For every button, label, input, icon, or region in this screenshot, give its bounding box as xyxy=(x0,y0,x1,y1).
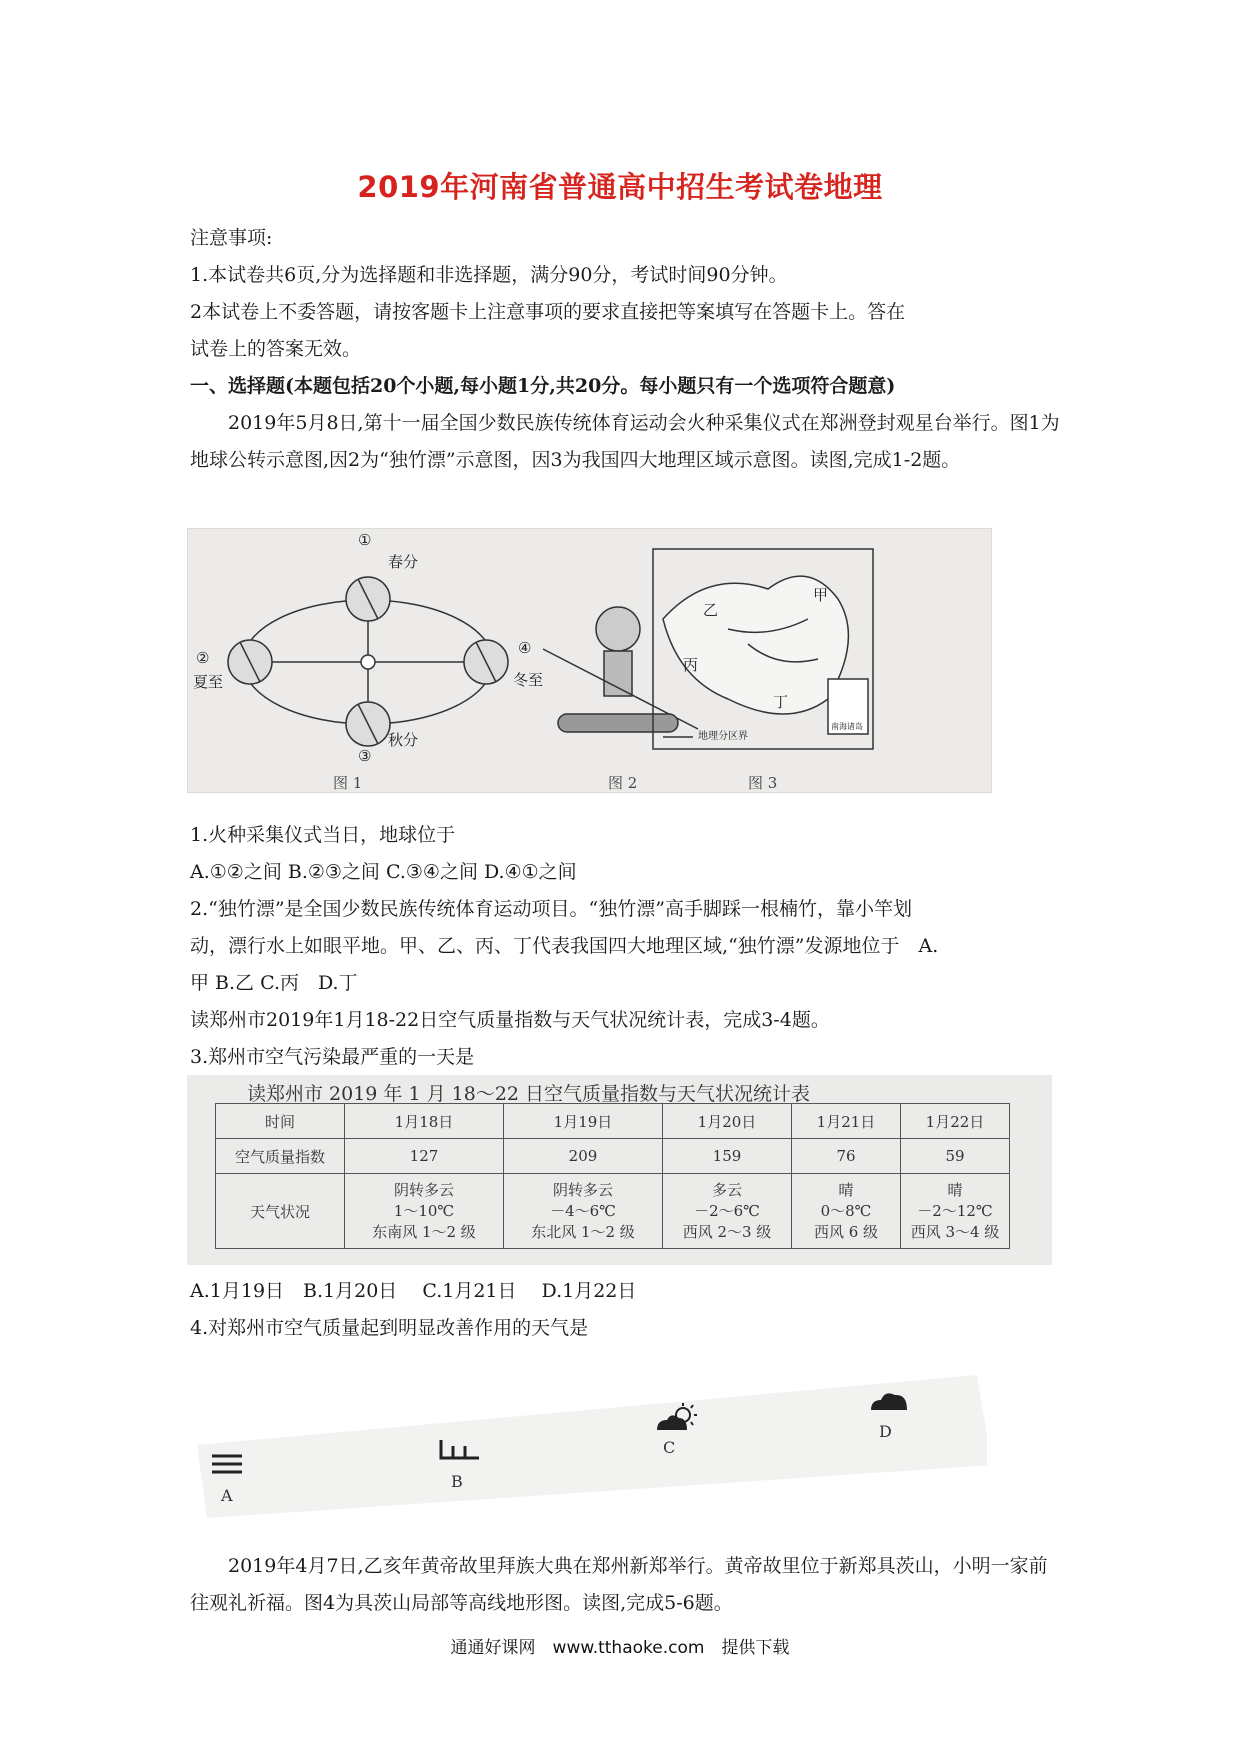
weather-options-panel xyxy=(187,1350,987,1530)
table-row-weather xyxy=(216,1174,1010,1249)
weather-wind: 西风 2～3 级 xyxy=(682,1222,772,1241)
aqi-cell: 159 xyxy=(663,1139,792,1174)
q2-line-2: 动，漂行水上如眼平地。甲、乙、丙、丁代表我国四大地理区域,“独竹漂”发源地位于 A. xyxy=(190,935,939,957)
q1-stem: 1.火种采集仪式当日，地球位于 xyxy=(190,824,456,846)
q2-line-1: 2.“独竹漂”是全国少数民族传统体育运动项目。“独竹漂”高手脚踩一根楠竹，靠小竿划 xyxy=(190,898,912,920)
date-cell: 1月21日 xyxy=(792,1104,901,1139)
sandstorm-icon xyxy=(437,1436,483,1466)
row-header: 天气状况 xyxy=(216,1174,345,1249)
option-c-label: C xyxy=(663,1438,676,1457)
passage-1: 2019年5月8日,第十一届全国少数民族传统体育运动会火种采集仪式在郑洲登封观星台举行。图1为地球公转示意图,因2为“独竹漂”示意图，因3为我国四大地理区域示意图。读图,完成1-2题。 xyxy=(190,412,1060,471)
figure-graphics xyxy=(188,529,991,792)
region-yi: 乙 xyxy=(703,601,719,619)
weather-condition: 阴转多云 xyxy=(393,1180,454,1199)
position-2-number: ② xyxy=(196,649,210,667)
aqi-cell: 59 xyxy=(901,1139,1010,1174)
weather-cell xyxy=(663,1174,792,1249)
weather-wind: 东北风 1～2 级 xyxy=(531,1222,635,1241)
table-row-dates xyxy=(216,1104,1010,1139)
passage-2: 读郑州市2019年1月18-22日空气质量指数与天气状况统计表，完成3-4题。 xyxy=(190,1009,830,1031)
figure-3-china-map xyxy=(653,549,873,749)
date-cell: 1月18日 xyxy=(345,1104,504,1139)
weather-condition: 晴 xyxy=(947,1180,963,1199)
fog-icon xyxy=(210,1450,246,1480)
section-heading: 一、选择题(本题包括20个小题,每小题1分,共20分。每小题只有一个选项符合题意) xyxy=(190,375,896,397)
weather-temp: －4～6℃ xyxy=(550,1201,616,1220)
weather-condition: 阴转多云 xyxy=(552,1180,613,1199)
date-cell: 1月22日 xyxy=(901,1104,1010,1139)
position-4-number: ④ xyxy=(518,639,532,657)
weather-temp: －2～12℃ xyxy=(917,1201,993,1220)
region-jia: 甲 xyxy=(813,586,829,604)
weather-backdrop xyxy=(187,1350,987,1530)
weather-temp: －2～6℃ xyxy=(694,1201,760,1220)
position-3-label: 秋分 xyxy=(388,731,419,749)
weather-cell xyxy=(792,1174,901,1249)
weather-wind: 东南风 1～2 级 xyxy=(372,1222,476,1241)
map-legend: 地理分区界 xyxy=(698,731,748,742)
weather-wind: 西风 3～4 级 xyxy=(910,1222,1000,1241)
map-inset-label: 南海诸岛 xyxy=(831,722,863,731)
figure-1-orbit xyxy=(228,577,508,746)
region-bing: 丙 xyxy=(683,656,699,674)
page-title: 2019年河南省普通高中招生考试卷地理 xyxy=(357,170,883,204)
weather-temp: 1～10℃ xyxy=(393,1201,455,1220)
page-footer: 通通好课网 www.tthaoke.com 提供下载 xyxy=(450,1638,790,1658)
figure-3-caption: 图 3 xyxy=(748,774,778,792)
weather-temp: 0～8℃ xyxy=(820,1201,872,1220)
passage-3: 2019年4月7日,乙亥年黄帝故里拜族大典在郑州新郑举行。黄帝故里位于新郑具茨山，小明一家前往观礼祈福。图4为具茨山局部等高线地形图。读图,完成5-6题。 xyxy=(190,1555,1048,1614)
table-caption: 读郑州市 2019 年 1 月 18～22 日空气质量指数与天气状况统计表 xyxy=(247,1083,811,1105)
weather-cell xyxy=(345,1174,504,1249)
cloudy-icon xyxy=(867,1386,913,1416)
figure-1-caption: 图 1 xyxy=(333,774,363,792)
q3-options: A.1月19日 B.1月20日 C.1月21日 D.1月22日 xyxy=(190,1280,637,1302)
air-quality-table-panel xyxy=(187,1075,1052,1265)
position-2-label: 夏至 xyxy=(193,673,224,691)
date-cell: 1月20日 xyxy=(663,1104,792,1139)
weather-cell xyxy=(504,1174,663,1249)
option-d-label: D xyxy=(879,1422,892,1441)
notice-heading: 注意事项: xyxy=(190,227,273,249)
notice-item-1: 1.本试卷共6页,分为选择题和非选择题，满分90分，考试时间90分钟。 xyxy=(190,264,788,286)
option-b-label: B xyxy=(451,1472,463,1491)
air-quality-table xyxy=(215,1103,1010,1249)
q3-stem: 3.郑州市空气污染最严重的一天是 xyxy=(190,1046,475,1068)
aqi-cell: 76 xyxy=(792,1139,901,1174)
figure-2-caption: 图 2 xyxy=(608,774,638,792)
q2-line-3: 甲 B.乙 C.丙 D.丁 xyxy=(190,972,358,994)
aqi-cell: 209 xyxy=(504,1139,663,1174)
position-3-number: ③ xyxy=(358,747,372,765)
notice-item-2-cont: 试卷上的答案无效。 xyxy=(190,338,362,360)
q4-stem: 4.对郑州市空气质量起到明显改善作用的天气是 xyxy=(190,1317,589,1339)
position-1-number: ① xyxy=(358,531,372,549)
weather-condition: 多云 xyxy=(711,1180,742,1199)
weather-condition: 晴 xyxy=(838,1180,854,1199)
row-header: 空气质量指数 xyxy=(216,1139,345,1174)
region-ding: 丁 xyxy=(773,693,789,711)
notice-item-2: 2本试卷上不委答题，请按客题卡上注意事项的要求直接把等案填写在答题卡上。答在 xyxy=(190,301,906,323)
aqi-cell: 127 xyxy=(345,1139,504,1174)
option-a-label: A xyxy=(221,1486,233,1505)
date-cell: 1月19日 xyxy=(504,1104,663,1139)
position-4-label: 冬至 xyxy=(513,671,544,689)
partly-cloudy-icon xyxy=(653,1402,699,1436)
q1-options: A.①②之间 B.②③之间 C.③④之间 D.④①之间 xyxy=(190,861,577,883)
row-header: 时间 xyxy=(216,1104,345,1139)
figures-panel xyxy=(187,528,992,793)
table-row-aqi xyxy=(216,1139,1010,1174)
weather-wind: 西风 6 级 xyxy=(813,1222,879,1241)
position-1-label: 春分 xyxy=(388,553,419,571)
weather-cell xyxy=(901,1174,1010,1249)
